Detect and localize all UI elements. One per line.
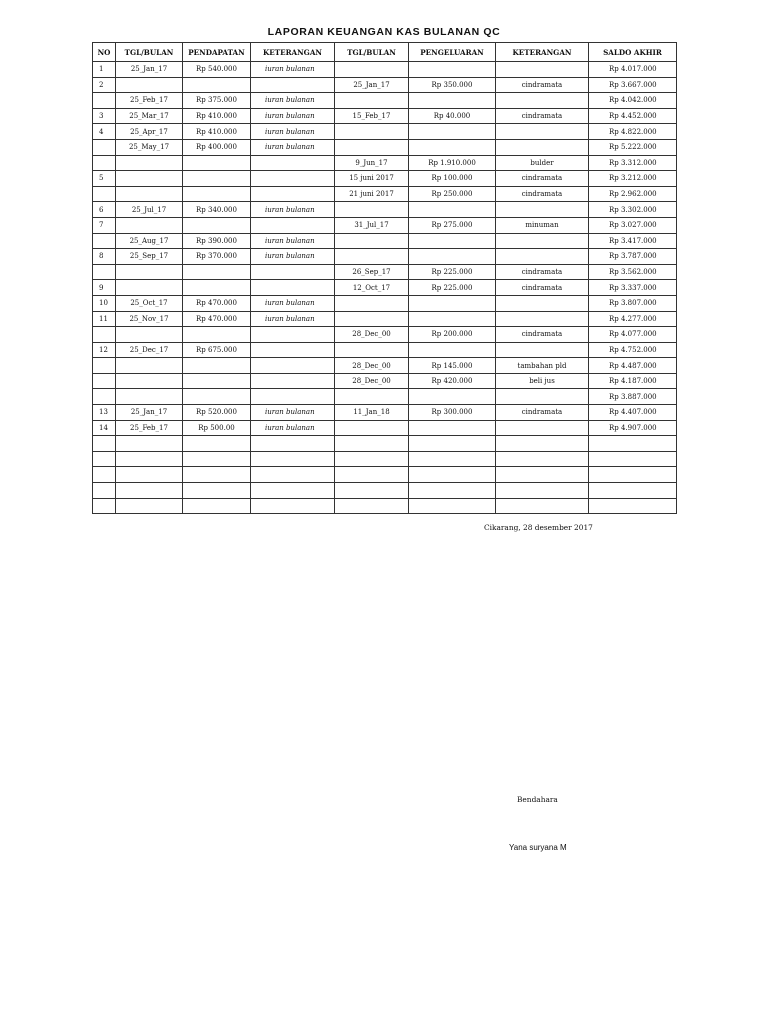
cell-income-date: [116, 451, 183, 467]
cell-balance: [589, 483, 677, 499]
cell-expense-note: [496, 436, 589, 452]
table-row: [93, 420, 677, 436]
cell-income-date: [116, 389, 183, 405]
cell-expense: [409, 467, 496, 483]
cell-income-note: [251, 389, 335, 405]
cell-no: [93, 483, 116, 499]
cell-no: [93, 155, 116, 171]
cell-income-note: [251, 77, 335, 93]
cell-expense-date: [335, 436, 409, 452]
cell-income-note: [251, 264, 335, 280]
cell-income-note: [251, 358, 335, 374]
cell-balance: [589, 436, 677, 452]
cell-expense-date: 12_Oct_17: [335, 280, 409, 296]
cell-balance: Rp 3.887.000: [589, 389, 677, 405]
col-header-income-date: TGL/BULAN: [116, 43, 183, 62]
cell-income: [183, 264, 251, 280]
cell-no: 10: [93, 295, 116, 311]
cell-income-date: [116, 171, 183, 187]
cell-expense-note: [496, 62, 589, 78]
cell-expense-note: [496, 483, 589, 499]
cell-balance: [589, 498, 677, 514]
cell-expense: Rp 275.000: [409, 217, 496, 233]
cell-income-date: 25_Dec_17: [116, 342, 183, 358]
cell-income: [183, 217, 251, 233]
cell-income-note: [251, 342, 335, 358]
cell-expense-date: 31_Jul_17: [335, 217, 409, 233]
cell-expense: Rp 350.000: [409, 77, 496, 93]
cell-income-note: [251, 436, 335, 452]
cell-expense-date: 28_Dec_00: [335, 373, 409, 389]
cell-no: 8: [93, 249, 116, 265]
table-row: [93, 217, 677, 233]
cell-no: 14: [93, 420, 116, 436]
cell-expense-note: [496, 420, 589, 436]
cell-expense: Rp 40.000: [409, 108, 496, 124]
cell-income: [183, 498, 251, 514]
cell-expense: [409, 342, 496, 358]
table-row: [93, 93, 677, 109]
cell-expense-note: [496, 389, 589, 405]
cell-income-note: iuran bulanan: [251, 202, 335, 218]
cell-balance: Rp 4.017.000: [589, 62, 677, 78]
cell-expense: Rp 100.000: [409, 171, 496, 187]
cell-income-note: [251, 327, 335, 343]
cell-income-note: [251, 451, 335, 467]
cell-expense-note: cindramata: [496, 280, 589, 296]
table-row: [93, 451, 677, 467]
cell-expense-note: cindramata: [496, 327, 589, 343]
cell-expense: Rp 300.000: [409, 405, 496, 421]
cell-expense: [409, 436, 496, 452]
col-header-income-note: KETERANGAN: [251, 43, 335, 62]
cell-balance: Rp 4.277.000: [589, 311, 677, 327]
cell-expense-note: beli jus: [496, 373, 589, 389]
col-header-no: NO: [93, 43, 116, 62]
cell-expense: Rp 420.000: [409, 373, 496, 389]
cell-expense: [409, 249, 496, 265]
cell-income-date: [116, 358, 183, 374]
cell-income-date: [116, 77, 183, 93]
cell-income-note: iuran bulanan: [251, 249, 335, 265]
cell-expense-date: 9_Jun_17: [335, 155, 409, 171]
cell-income: [183, 436, 251, 452]
cell-expense: [409, 202, 496, 218]
ledger-body: [93, 62, 677, 514]
cell-income: [183, 155, 251, 171]
cell-no: [93, 264, 116, 280]
cell-no: 12: [93, 342, 116, 358]
table-row: [93, 373, 677, 389]
cell-no: [93, 467, 116, 483]
cell-expense-note: bulder: [496, 155, 589, 171]
cell-income-date: 25_May_17: [116, 139, 183, 155]
cell-income-note: iuran bulanan: [251, 233, 335, 249]
cell-expense-note: [496, 233, 589, 249]
table-row: [93, 280, 677, 296]
cell-income-date: [116, 186, 183, 202]
cell-no: [93, 389, 116, 405]
cell-expense: Rp 250.000: [409, 186, 496, 202]
cell-balance: Rp 4.822.000: [589, 124, 677, 140]
cell-income-date: 25_Mar_17: [116, 108, 183, 124]
cell-no: 9: [93, 280, 116, 296]
cell-balance: Rp 4.452.000: [589, 108, 677, 124]
cell-expense-date: [335, 124, 409, 140]
cell-income-note: [251, 498, 335, 514]
cell-expense-date: [335, 93, 409, 109]
cell-expense-note: [496, 498, 589, 514]
cell-income: [183, 280, 251, 296]
signer-name: Yana suryana M: [509, 843, 567, 852]
cell-income-date: [116, 217, 183, 233]
cell-no: [93, 186, 116, 202]
cell-income-note: iuran bulanan: [251, 93, 335, 109]
cell-expense-note: [496, 139, 589, 155]
table-row: [93, 124, 677, 140]
cell-expense: [409, 233, 496, 249]
cell-balance: Rp 3.417.000: [589, 233, 677, 249]
col-header-income: PENDAPATAN: [183, 43, 251, 62]
cell-balance: Rp 3.312.000: [589, 155, 677, 171]
cell-income-note: iuran bulanan: [251, 139, 335, 155]
cell-income: Rp 675.000: [183, 342, 251, 358]
cell-no: [93, 233, 116, 249]
cell-income: [183, 389, 251, 405]
cell-income-date: 25_Nov_17: [116, 311, 183, 327]
cell-balance: Rp 3.212.000: [589, 171, 677, 187]
table-row: [93, 405, 677, 421]
signer-role: Bendahara: [517, 795, 558, 804]
cell-income-date: 25_Aug_17: [116, 233, 183, 249]
cell-no: 5: [93, 171, 116, 187]
cell-balance: Rp 4.907.000: [589, 420, 677, 436]
cell-expense-date: 28_Dec_00: [335, 358, 409, 374]
table-row: [93, 483, 677, 499]
cell-expense: [409, 389, 496, 405]
cell-income: [183, 373, 251, 389]
cell-expense: [409, 483, 496, 499]
cell-expense-note: cindramata: [496, 108, 589, 124]
cell-expense-date: [335, 389, 409, 405]
cell-expense-note: [496, 342, 589, 358]
cell-no: 13: [93, 405, 116, 421]
cell-balance: Rp 4.042.000: [589, 93, 677, 109]
col-header-balance: SALDO AKHIR: [589, 43, 677, 62]
cell-income-date: [116, 280, 183, 296]
cell-balance: Rp 3.302.000: [589, 202, 677, 218]
cell-income: Rp 470.000: [183, 295, 251, 311]
cell-expense-date: [335, 483, 409, 499]
cell-income: Rp 410.000: [183, 108, 251, 124]
cell-expense-note: [496, 124, 589, 140]
table-row: [93, 233, 677, 249]
cell-no: [93, 498, 116, 514]
cell-income: Rp 470.000: [183, 311, 251, 327]
col-header-expense-note: KETERANGAN: [496, 43, 589, 62]
cell-income-note: iuran bulanan: [251, 124, 335, 140]
cell-expense-date: [335, 498, 409, 514]
cell-expense: Rp 1.910.000: [409, 155, 496, 171]
cell-income-date: [116, 373, 183, 389]
cell-income-note: [251, 483, 335, 499]
cell-expense-date: [335, 233, 409, 249]
place-date: Cikarang, 28 desember 2017: [484, 523, 593, 532]
cell-expense-note: [496, 467, 589, 483]
cell-balance: Rp 4.407.000: [589, 405, 677, 421]
cell-expense-date: [335, 202, 409, 218]
table-row: [93, 171, 677, 187]
cell-no: 1: [93, 62, 116, 78]
cell-expense: Rp 200.000: [409, 327, 496, 343]
table-header-row: [93, 43, 677, 62]
cell-no: 2: [93, 77, 116, 93]
cell-no: 4: [93, 124, 116, 140]
cell-expense-note: cindramata: [496, 186, 589, 202]
cell-expense-date: 11_Jan_18: [335, 405, 409, 421]
cell-expense-note: cindramata: [496, 264, 589, 280]
cell-expense: [409, 498, 496, 514]
table-row: [93, 186, 677, 202]
cell-income-note: [251, 186, 335, 202]
cell-balance: Rp 5.222.000: [589, 139, 677, 155]
cell-income-note: iuran bulanan: [251, 108, 335, 124]
table-row: [93, 358, 677, 374]
cell-expense: [409, 93, 496, 109]
cell-balance: Rp 4.077.000: [589, 327, 677, 343]
cell-expense-date: 26_Sep_17: [335, 264, 409, 280]
cell-income-date: 25_Jan_17: [116, 405, 183, 421]
cell-expense-date: [335, 249, 409, 265]
cell-balance: Rp 4.752.000: [589, 342, 677, 358]
cell-income: [183, 327, 251, 343]
cell-income-date: [116, 327, 183, 343]
ledger-table: [92, 42, 677, 514]
table-row: [93, 202, 677, 218]
cell-income: Rp 410.000: [183, 124, 251, 140]
cell-no: 7: [93, 217, 116, 233]
cell-income: [183, 483, 251, 499]
table-row: [93, 498, 677, 514]
cell-expense: [409, 451, 496, 467]
cell-expense-date: [335, 139, 409, 155]
table-row: [93, 77, 677, 93]
cell-income: Rp 340.000: [183, 202, 251, 218]
cell-expense-note: tambahan pld: [496, 358, 589, 374]
cell-expense: [409, 295, 496, 311]
col-header-expense-date: TGL/BULAN: [335, 43, 409, 62]
cell-income: Rp 500.00: [183, 420, 251, 436]
cell-income: Rp 540.000: [183, 62, 251, 78]
cell-balance: Rp 4.187.000: [589, 373, 677, 389]
report-title: LAPORAN KEUANGAN KAS BULANAN QC: [267, 26, 501, 38]
cell-income-note: [251, 171, 335, 187]
cell-expense: [409, 62, 496, 78]
cell-income: Rp 400.000: [183, 139, 251, 155]
cell-expense-date: [335, 342, 409, 358]
cell-expense: Rp 225.000: [409, 280, 496, 296]
cell-income-date: [116, 483, 183, 499]
cell-no: [93, 436, 116, 452]
cell-balance: [589, 467, 677, 483]
table-row: [93, 155, 677, 171]
cell-income-note: iuran bulanan: [251, 405, 335, 421]
cell-income-date: 25_Feb_17: [116, 93, 183, 109]
cell-income-date: 25_Jul_17: [116, 202, 183, 218]
cell-no: [93, 373, 116, 389]
cell-no: [93, 451, 116, 467]
cell-income-note: iuran bulanan: [251, 62, 335, 78]
cell-expense: [409, 311, 496, 327]
cell-expense-date: [335, 451, 409, 467]
cell-no: 3: [93, 108, 116, 124]
cell-no: [93, 139, 116, 155]
cell-no: [93, 358, 116, 374]
cell-expense: [409, 139, 496, 155]
cell-balance: Rp 3.337.000: [589, 280, 677, 296]
cell-income: Rp 390.000: [183, 233, 251, 249]
cell-balance: Rp 3.787.000: [589, 249, 677, 265]
cell-balance: Rp 3.807.000: [589, 295, 677, 311]
cell-balance: Rp 3.027.000: [589, 217, 677, 233]
cell-income-note: [251, 217, 335, 233]
cell-no: [93, 327, 116, 343]
cell-expense-note: cindramata: [496, 171, 589, 187]
cell-balance: Rp 3.562.000: [589, 264, 677, 280]
cell-income: [183, 358, 251, 374]
cell-expense-note: [496, 93, 589, 109]
cell-income-date: [116, 436, 183, 452]
cell-income: [183, 77, 251, 93]
cell-expense-date: 21 juni 2017: [335, 186, 409, 202]
cell-income-date: 25_Jan_17: [116, 62, 183, 78]
table-row: [93, 295, 677, 311]
table-row: [93, 264, 677, 280]
cell-income-date: [116, 155, 183, 171]
cell-income-date: 25_Apr_17: [116, 124, 183, 140]
table-row: [93, 436, 677, 452]
cell-income-note: iuran bulanan: [251, 420, 335, 436]
cell-expense-note: [496, 249, 589, 265]
cell-expense-date: 15 juni 2017: [335, 171, 409, 187]
cell-expense-date: [335, 420, 409, 436]
cell-income-date: [116, 467, 183, 483]
cell-expense: [409, 124, 496, 140]
cell-expense-date: [335, 467, 409, 483]
cell-income: [183, 451, 251, 467]
cell-expense-note: [496, 451, 589, 467]
cell-income: [183, 467, 251, 483]
cell-no: 11: [93, 311, 116, 327]
table-row: [93, 467, 677, 483]
cell-expense-note: [496, 202, 589, 218]
cell-balance: Rp 4.487.000: [589, 358, 677, 374]
cell-expense: Rp 225.000: [409, 264, 496, 280]
cell-income: Rp 375.000: [183, 93, 251, 109]
cell-income-date: [116, 264, 183, 280]
cell-expense-date: [335, 295, 409, 311]
cell-income-note: [251, 467, 335, 483]
col-header-expense: PENGELUARAN: [409, 43, 496, 62]
cell-income: Rp 520.000: [183, 405, 251, 421]
table-row: [93, 249, 677, 265]
table-row: [93, 139, 677, 155]
cell-income-note: [251, 155, 335, 171]
cell-expense-note: cindramata: [496, 405, 589, 421]
cell-income-date: 25_Oct_17: [116, 295, 183, 311]
cell-expense-date: 28_Dec_00: [335, 327, 409, 343]
table-row: [93, 327, 677, 343]
cell-expense-date: 25_Jan_17: [335, 77, 409, 93]
cell-income: [183, 186, 251, 202]
cell-income: Rp 370.000: [183, 249, 251, 265]
cell-expense-date: [335, 311, 409, 327]
table-row: [93, 62, 677, 78]
cell-income-date: 25_Feb_17: [116, 420, 183, 436]
cell-income-note: [251, 373, 335, 389]
cell-expense-note: minuman: [496, 217, 589, 233]
cell-no: [93, 93, 116, 109]
cell-expense-note: cindramata: [496, 77, 589, 93]
cell-income-date: [116, 498, 183, 514]
cell-expense: [409, 420, 496, 436]
cell-income-date: 25_Sep_17: [116, 249, 183, 265]
cell-balance: Rp 2.962.000: [589, 186, 677, 202]
cell-expense-date: 15_Feb_17: [335, 108, 409, 124]
cell-no: 6: [93, 202, 116, 218]
table-row: [93, 108, 677, 124]
cell-income: [183, 171, 251, 187]
cell-balance: [589, 451, 677, 467]
table-row: [93, 311, 677, 327]
cell-balance: Rp 3.667.000: [589, 77, 677, 93]
cell-income-note: iuran bulanan: [251, 311, 335, 327]
table-row: [93, 389, 677, 405]
cell-expense-note: [496, 311, 589, 327]
cell-expense-date: [335, 62, 409, 78]
cell-expense-note: [496, 295, 589, 311]
cell-expense: Rp 145.000: [409, 358, 496, 374]
cell-income-note: [251, 280, 335, 296]
table-row: [93, 342, 677, 358]
cell-income-note: iuran bulanan: [251, 295, 335, 311]
